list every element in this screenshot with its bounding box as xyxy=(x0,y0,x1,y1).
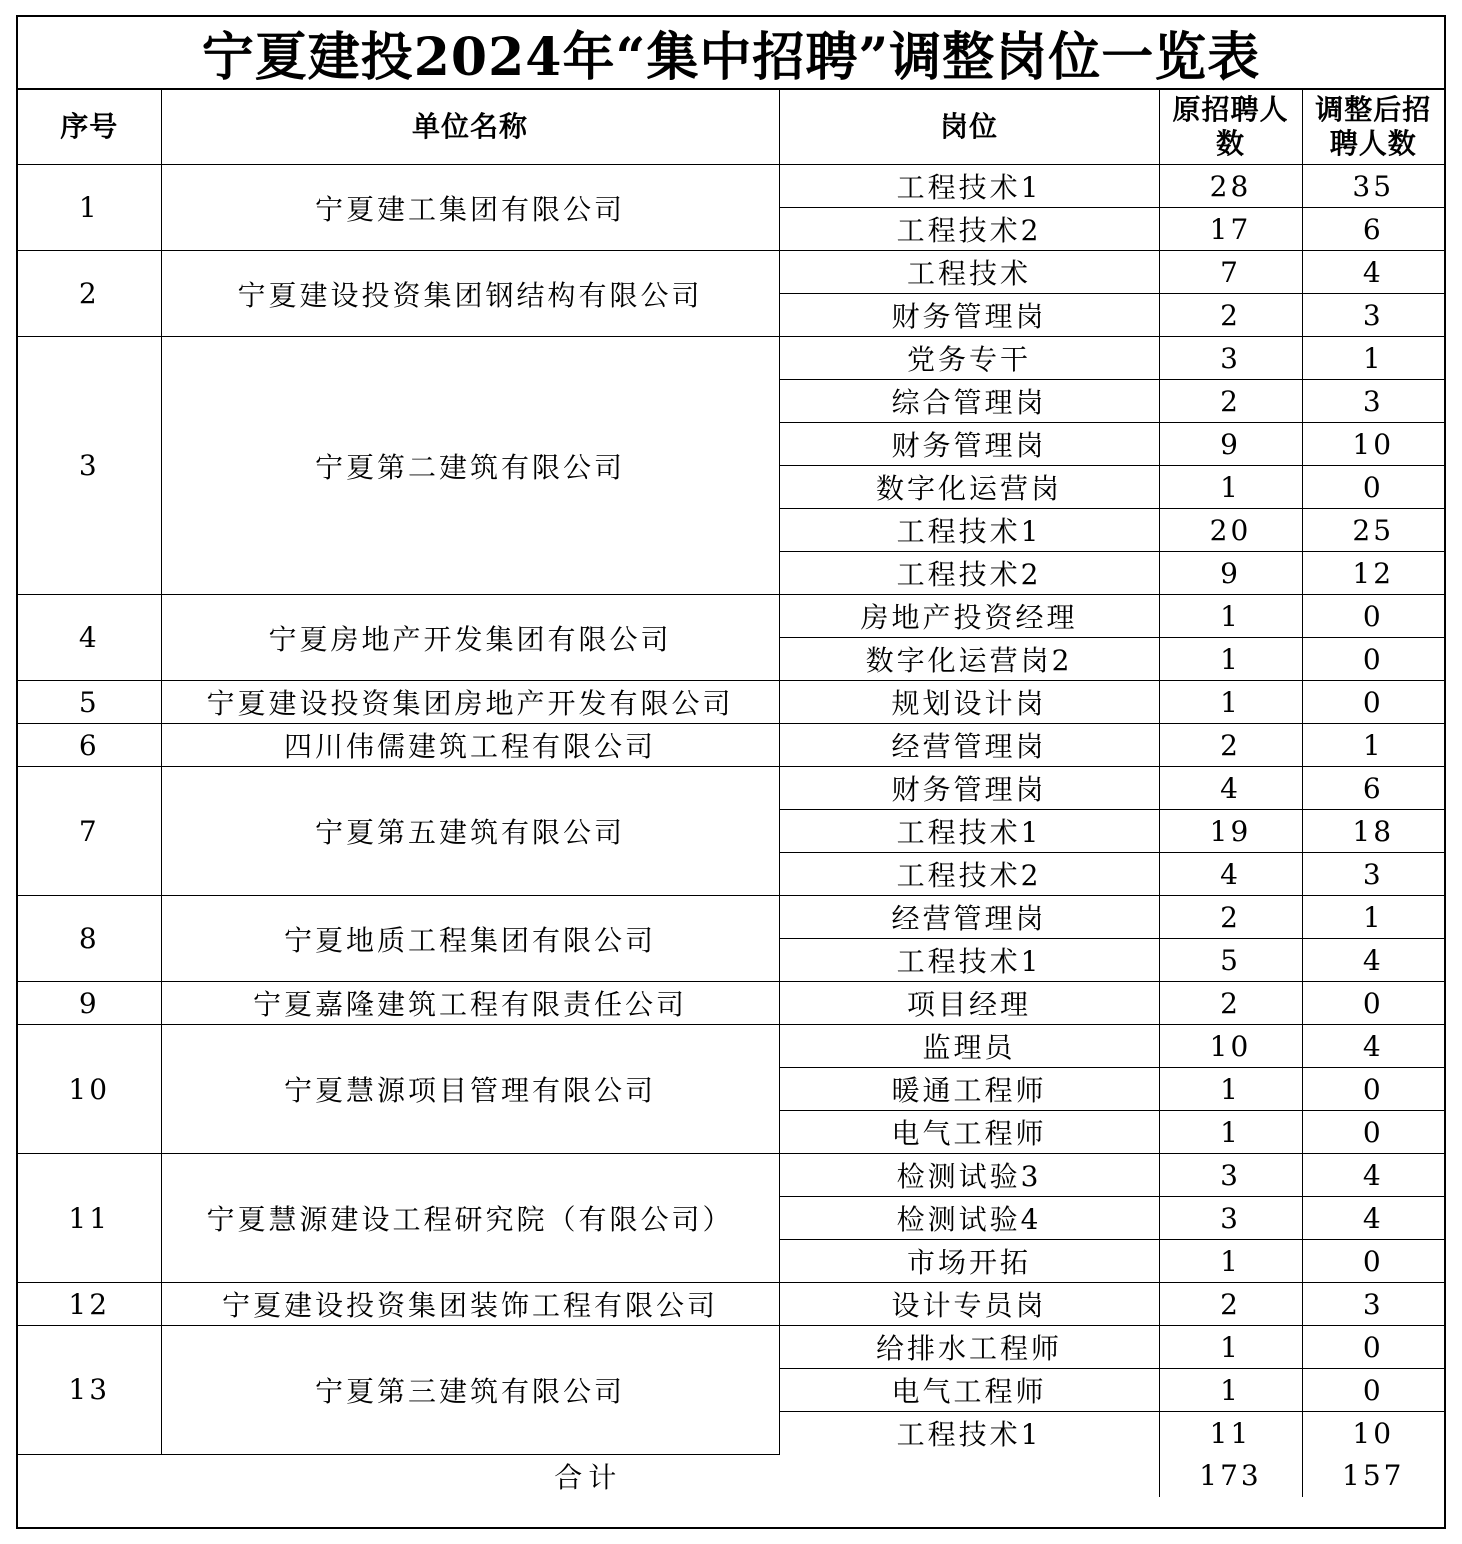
adjusted-count: 3 xyxy=(1302,853,1444,896)
adjusted-count: 3 xyxy=(1302,1283,1444,1326)
post-name: 工程技术2 xyxy=(779,552,1159,595)
unit-name: 宁夏第二建筑有限公司 xyxy=(161,337,779,595)
table-row xyxy=(18,1154,1444,1197)
adjusted-count: 1 xyxy=(1302,337,1444,380)
original-count: 2 xyxy=(1159,724,1302,767)
original-count: 3 xyxy=(1159,337,1302,380)
adjusted-count: 1 xyxy=(1302,896,1444,939)
post-name: 经营管理岗 xyxy=(779,724,1159,767)
page-title: 宁夏建投2024年“集中招聘”调整岗位一览表 xyxy=(18,17,1444,90)
row-number: 8 xyxy=(18,896,161,982)
original-count: 7 xyxy=(1159,251,1302,294)
header-post: 岗位 xyxy=(779,90,1159,165)
row-number: 4 xyxy=(18,595,161,681)
post-name: 设计专员岗 xyxy=(779,1283,1159,1326)
adjusted-count: 10 xyxy=(1302,1412,1444,1455)
positions-table xyxy=(18,90,1444,1497)
original-count: 1 xyxy=(1159,1068,1302,1111)
table-row xyxy=(18,1283,1444,1326)
table-row xyxy=(18,681,1444,724)
table-row xyxy=(18,251,1444,294)
table-row xyxy=(18,767,1444,810)
original-count: 19 xyxy=(1159,810,1302,853)
total-orig: 173 xyxy=(1159,1454,1302,1497)
adjusted-count: 0 xyxy=(1302,1326,1444,1369)
table-row xyxy=(18,724,1444,767)
table-row xyxy=(18,165,1444,208)
adjusted-count: 3 xyxy=(1302,380,1444,423)
original-count: 10 xyxy=(1159,1025,1302,1068)
post-name: 数字化运营岗2 xyxy=(779,638,1159,681)
original-count: 1 xyxy=(1159,595,1302,638)
row-number: 13 xyxy=(18,1326,161,1455)
post-name: 工程技术1 xyxy=(779,509,1159,552)
post-name: 暖通工程师 xyxy=(779,1068,1159,1111)
original-count: 4 xyxy=(1159,853,1302,896)
original-count: 17 xyxy=(1159,208,1302,251)
post-name: 工程技术 xyxy=(779,251,1159,294)
post-name: 工程技术1 xyxy=(779,939,1159,982)
post-name: 党务专干 xyxy=(779,337,1159,380)
post-name: 工程技术2 xyxy=(779,853,1159,896)
post-name: 财务管理岗 xyxy=(779,767,1159,810)
table-row xyxy=(18,1326,1444,1369)
adjusted-count: 0 xyxy=(1302,1369,1444,1412)
adjusted-count: 1 xyxy=(1302,724,1444,767)
post-name: 电气工程师 xyxy=(779,1111,1159,1154)
adjusted-count: 25 xyxy=(1302,509,1444,552)
header-unit: 单位名称 xyxy=(161,90,779,165)
post-name: 房地产投资经理 xyxy=(779,595,1159,638)
row-number: 5 xyxy=(18,681,161,724)
unit-name: 宁夏建设投资集团钢结构有限公司 xyxy=(161,251,779,337)
adjusted-count: 4 xyxy=(1302,1025,1444,1068)
unit-name: 宁夏建设投资集团房地产开发有限公司 xyxy=(161,681,779,724)
header-row xyxy=(18,90,1444,165)
original-count: 4 xyxy=(1159,767,1302,810)
row-number: 12 xyxy=(18,1283,161,1326)
adjusted-count: 0 xyxy=(1302,1111,1444,1154)
unit-name: 宁夏嘉隆建筑工程有限责任公司 xyxy=(161,982,779,1025)
adjusted-count: 0 xyxy=(1302,638,1444,681)
original-count: 20 xyxy=(1159,509,1302,552)
row-number: 7 xyxy=(18,767,161,896)
post-name: 检测试验3 xyxy=(779,1154,1159,1197)
unit-name: 宁夏房地产开发集团有限公司 xyxy=(161,595,779,681)
original-count: 2 xyxy=(1159,380,1302,423)
post-name: 财务管理岗 xyxy=(779,423,1159,466)
unit-name: 宁夏建设投资集团装饰工程有限公司 xyxy=(161,1283,779,1326)
row-number: 3 xyxy=(18,337,161,595)
original-count: 2 xyxy=(1159,1283,1302,1326)
original-count: 2 xyxy=(1159,982,1302,1025)
post-name: 市场开拓 xyxy=(779,1240,1159,1283)
table-row xyxy=(18,337,1444,380)
post-name: 数字化运营岗 xyxy=(779,466,1159,509)
post-name: 经营管理岗 xyxy=(779,896,1159,939)
adjusted-count: 4 xyxy=(1302,251,1444,294)
adjusted-count: 0 xyxy=(1302,982,1444,1025)
unit-name: 四川伟儒建筑工程有限公司 xyxy=(161,724,779,767)
unit-name: 宁夏地质工程集团有限公司 xyxy=(161,896,779,982)
original-count: 9 xyxy=(1159,552,1302,595)
original-count: 1 xyxy=(1159,1240,1302,1283)
table-row xyxy=(18,982,1444,1025)
adjusted-count: 3 xyxy=(1302,294,1444,337)
adjusted-count: 6 xyxy=(1302,208,1444,251)
header-orig: 原招聘人数 xyxy=(1159,90,1302,165)
post-name: 工程技术2 xyxy=(779,208,1159,251)
adjusted-count: 6 xyxy=(1302,767,1444,810)
adjusted-count: 12 xyxy=(1302,552,1444,595)
adjusted-count: 0 xyxy=(1302,1240,1444,1283)
adjusted-count: 35 xyxy=(1302,165,1444,208)
original-count: 2 xyxy=(1159,896,1302,939)
recruitment-adjustment-sheet xyxy=(16,15,1446,1529)
adjusted-count: 4 xyxy=(1302,1154,1444,1197)
original-count: 3 xyxy=(1159,1154,1302,1197)
unit-name: 宁夏第五建筑有限公司 xyxy=(161,767,779,896)
post-name: 检测试验4 xyxy=(779,1197,1159,1240)
adjusted-count: 0 xyxy=(1302,595,1444,638)
table-body xyxy=(18,165,1444,1455)
unit-name: 宁夏慧源项目管理有限公司 xyxy=(161,1025,779,1154)
post-name: 电气工程师 xyxy=(779,1369,1159,1412)
total-label: 合计 xyxy=(18,1454,1159,1497)
post-name: 工程技术1 xyxy=(779,810,1159,853)
post-name: 财务管理岗 xyxy=(779,294,1159,337)
post-name: 工程技术1 xyxy=(779,165,1159,208)
post-name: 规划设计岗 xyxy=(779,681,1159,724)
original-count: 9 xyxy=(1159,423,1302,466)
row-number: 11 xyxy=(18,1154,161,1283)
post-name: 工程技术1 xyxy=(779,1412,1159,1455)
unit-name: 宁夏第三建筑有限公司 xyxy=(161,1326,779,1455)
post-name: 综合管理岗 xyxy=(779,380,1159,423)
adjusted-count: 10 xyxy=(1302,423,1444,466)
row-number: 10 xyxy=(18,1025,161,1154)
row-number: 2 xyxy=(18,251,161,337)
unit-name: 宁夏慧源建设工程研究院（有限公司） xyxy=(161,1154,779,1283)
row-number: 1 xyxy=(18,165,161,251)
adjusted-count: 4 xyxy=(1302,1197,1444,1240)
adjusted-count: 18 xyxy=(1302,810,1444,853)
original-count: 11 xyxy=(1159,1412,1302,1455)
row-number: 6 xyxy=(18,724,161,767)
post-name: 监理员 xyxy=(779,1025,1159,1068)
original-count: 28 xyxy=(1159,165,1302,208)
original-count: 1 xyxy=(1159,638,1302,681)
row-number: 9 xyxy=(18,982,161,1025)
table-row xyxy=(18,595,1444,638)
unit-name: 宁夏建工集团有限公司 xyxy=(161,165,779,251)
adjusted-count: 4 xyxy=(1302,939,1444,982)
table-row xyxy=(18,1025,1444,1068)
table-row xyxy=(18,896,1444,939)
original-count: 5 xyxy=(1159,939,1302,982)
adjusted-count: 0 xyxy=(1302,1068,1444,1111)
post-name: 项目经理 xyxy=(779,982,1159,1025)
original-count: 2 xyxy=(1159,294,1302,337)
total-row xyxy=(18,1454,1444,1497)
original-count: 1 xyxy=(1159,466,1302,509)
original-count: 1 xyxy=(1159,1326,1302,1369)
original-count: 3 xyxy=(1159,1197,1302,1240)
total-adjusted: 157 xyxy=(1302,1454,1444,1497)
original-count: 1 xyxy=(1159,1111,1302,1154)
post-name: 给排水工程师 xyxy=(779,1326,1159,1369)
adjusted-count: 0 xyxy=(1302,681,1444,724)
original-count: 1 xyxy=(1159,1369,1302,1412)
header-adjusted: 调整后招聘人数 xyxy=(1302,90,1444,165)
adjusted-count: 0 xyxy=(1302,466,1444,509)
header-no: 序号 xyxy=(18,90,161,165)
original-count: 1 xyxy=(1159,681,1302,724)
